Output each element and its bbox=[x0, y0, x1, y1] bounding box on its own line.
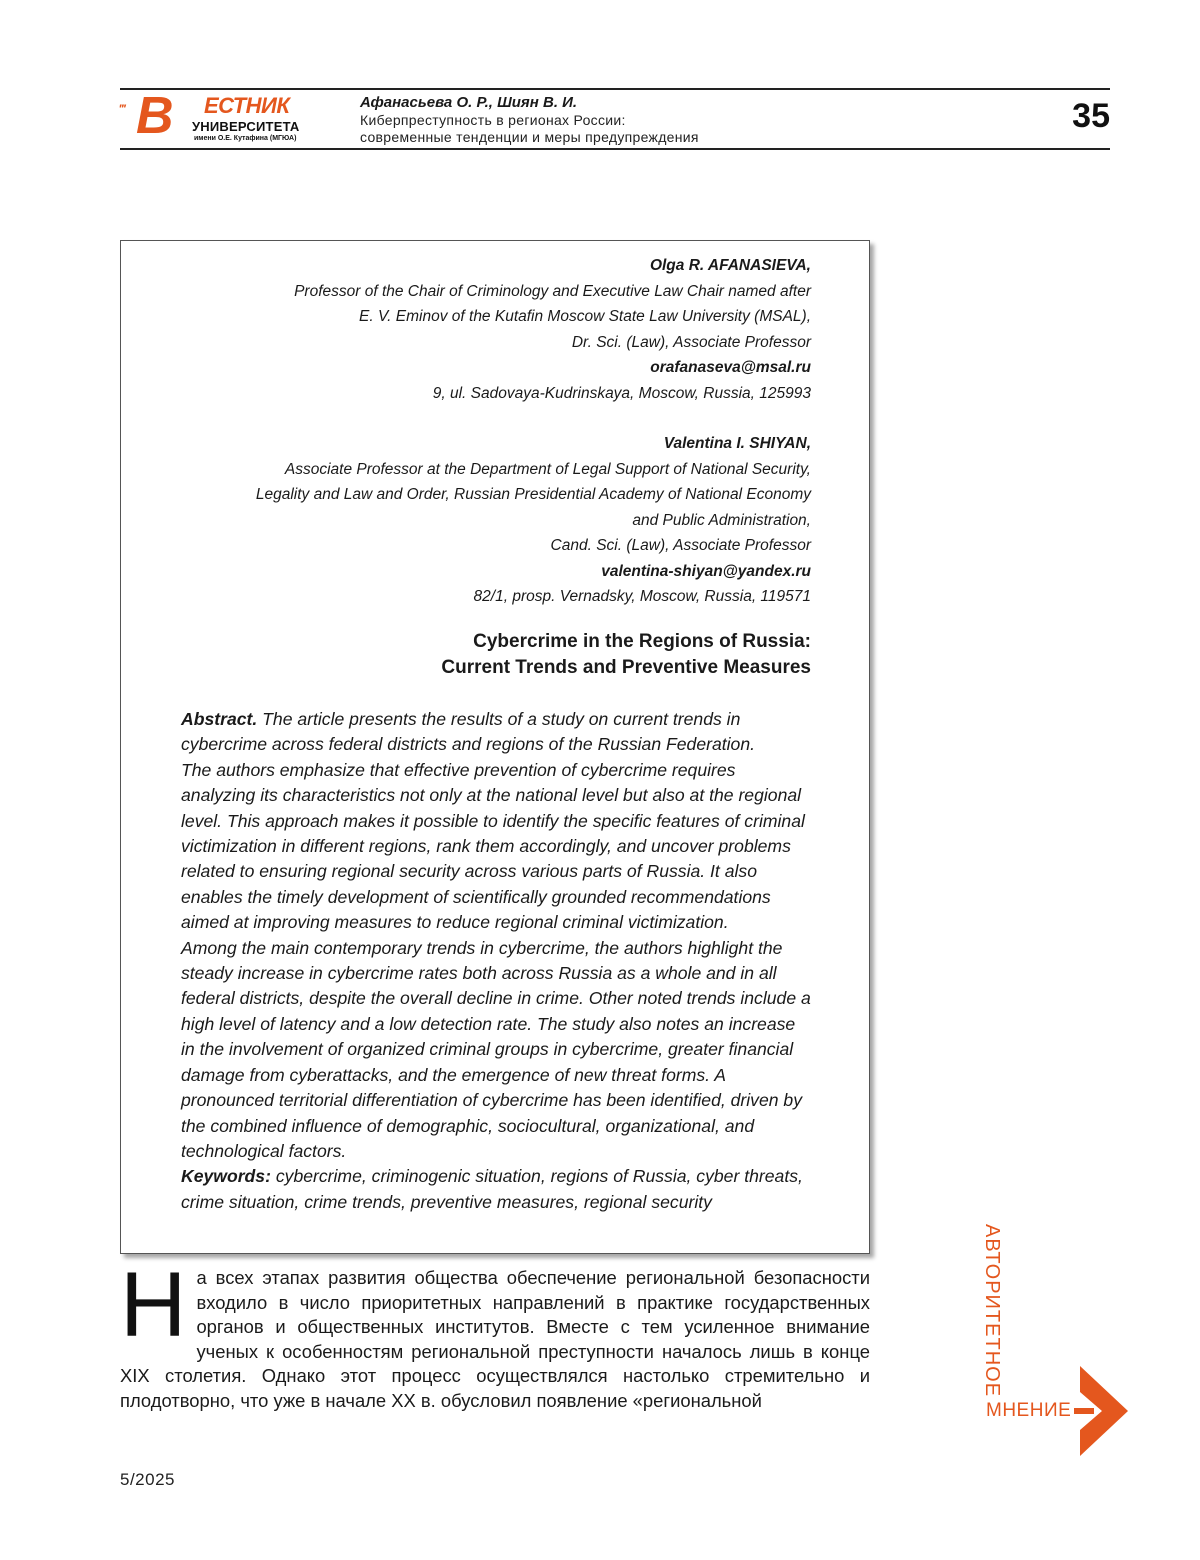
author-1-address: 9, ul. Sadovaya-Kudrinskaya, Moscow, Russia, 125993 bbox=[294, 381, 811, 407]
logo-word-vestnik: ЕСТНИК bbox=[204, 94, 289, 118]
author-2-position-line: Cand. Sci. (Law), Associate Professor bbox=[256, 533, 811, 559]
section-label-vertical: АВТОРИТЕТНОЕ bbox=[980, 1224, 1004, 1397]
article-title-line1: Cybercrime in the Regions of Russia: bbox=[441, 629, 811, 655]
header-top-rule bbox=[120, 88, 1110, 90]
author-2-address: 82/1, prosp. Vernadsky, Moscow, Russia, 119571 bbox=[256, 584, 811, 610]
body-paragraph-1 bbox=[120, 1266, 870, 1413]
running-header-title-line1: Киберпреступность в регионах России: bbox=[360, 112, 960, 129]
keywords-label: Keywords: bbox=[181, 1166, 271, 1186]
header-bottom-rule bbox=[120, 148, 1110, 150]
drop-cap: Н bbox=[120, 1268, 186, 1342]
abstract-label: Abstract. bbox=[181, 709, 257, 729]
running-header bbox=[360, 94, 960, 146]
section-label-horizontal: МНЕНИЕ bbox=[986, 1400, 1071, 1422]
logo-big-letter: В bbox=[136, 90, 172, 142]
page-header bbox=[120, 88, 1110, 152]
keywords-text: cybercrime, criminogenic situation, regions of Russia, cyber threats, crime situation, crime trends, preventive measures, regional security bbox=[181, 1166, 803, 1211]
author-1-name: Olga R. AFANASIEVA, bbox=[294, 253, 811, 279]
keywords-paragraph bbox=[181, 1164, 813, 1215]
author-2-name: Valentina I. SHIYAN, bbox=[256, 431, 811, 457]
logo-word-kutafin: имени О.Е. Кутафина (МГЮА) bbox=[194, 135, 296, 143]
author-2-position-line: Legality and Law and Order, Russian Presidential Academy of National Economy bbox=[256, 482, 811, 508]
abstract bbox=[181, 707, 813, 1215]
author-1-position-line: E. V. Eminov of the Kutafin Moscow State Law University (MSAL), bbox=[294, 304, 811, 330]
abstract-text-1: The article presents the results of a study on current trends in cybercrime across federal districts and regions of the Russian Federation. bbox=[181, 709, 755, 754]
author-1-position-line: Dr. Sci. (Law), Associate Professor bbox=[294, 330, 811, 356]
article-title bbox=[441, 629, 811, 681]
issue-number: 5/2025 bbox=[120, 1470, 175, 1490]
page-number: 35 bbox=[1072, 98, 1110, 134]
author-2-block bbox=[256, 431, 811, 610]
abstract-paragraph-2: The authors emphasize that effective prevention of cybercrime requires analyzing its characteristics not only at the national level but also at the regional level. This approach makes it possible to identify the specific features of criminal victimization in different regions, rank them accordingly, and uncover problems related to ensuring regional security across various parts of Russia. It also enables the timely development of scientifically grounded recommendations aimed at improving measures to reduce regional criminal victimization. bbox=[181, 758, 813, 936]
logo-stripes: ‴ bbox=[120, 102, 126, 116]
article-title-line2: Current Trends and Preventive Measures bbox=[441, 655, 811, 681]
abstract-paragraph-3: Among the main contemporary trends in cybercrime, the authors highlight the steady increase in cybercrime rates both across Russia as a whole and in all federal districts, despite the overall decline in crime. Other noted trends include a high level of latency and a low detection rate. The study also notes an increase in the involvement of organized criminal groups in cybercrime, greater financial damage from cyberattacks, and the emergence of new threat forms. A pronounced territorial differentiation of cybercrime has been identified, driven by the combined influence of demographic, sociocultural, organizational, and technological factors. bbox=[181, 936, 813, 1165]
abstract-paragraph-1 bbox=[181, 707, 813, 758]
author-1-block bbox=[294, 253, 811, 406]
running-header-authors: Афанасьева О. Р., Шиян В. И. bbox=[360, 94, 960, 112]
running-header-title-line2: современные тенденции и меры предупреждения bbox=[360, 129, 960, 146]
article-body bbox=[120, 1266, 870, 1413]
author-2-email[interactable]: valentina-shiyan@yandex.ru bbox=[256, 559, 811, 585]
author-2-position-line: Associate Professor at the Department of Legal Support of National Security, bbox=[256, 457, 811, 483]
english-abstract-box bbox=[120, 240, 870, 1254]
arrow-right-icon bbox=[1074, 1364, 1128, 1458]
author-1-email[interactable]: orafanaseva@msal.ru bbox=[294, 355, 811, 381]
body-paragraph-text: а всех этапах развития общества обеспечение региональной безопасности входило в число приоритетных направлений в практике государственных органов и общественных институтов. Вместе с тем усиленное внимание ученых к особенностям региональной преступности началось лишь в конце XIX столетия. Однако этот процесс осуществлялся настолько стремительно и плодотворно, что уже в начале XX в. обусловил появление «региональной bbox=[120, 1267, 870, 1411]
author-1-position-line: Professor of the Chair of Criminology and Executive Law Chair named after bbox=[294, 279, 811, 305]
logo-word-universiteta: УНИВЕРСИТЕТА bbox=[192, 120, 299, 134]
author-2-position-line: and Public Administration, bbox=[256, 508, 811, 534]
journal-logo bbox=[120, 92, 320, 146]
